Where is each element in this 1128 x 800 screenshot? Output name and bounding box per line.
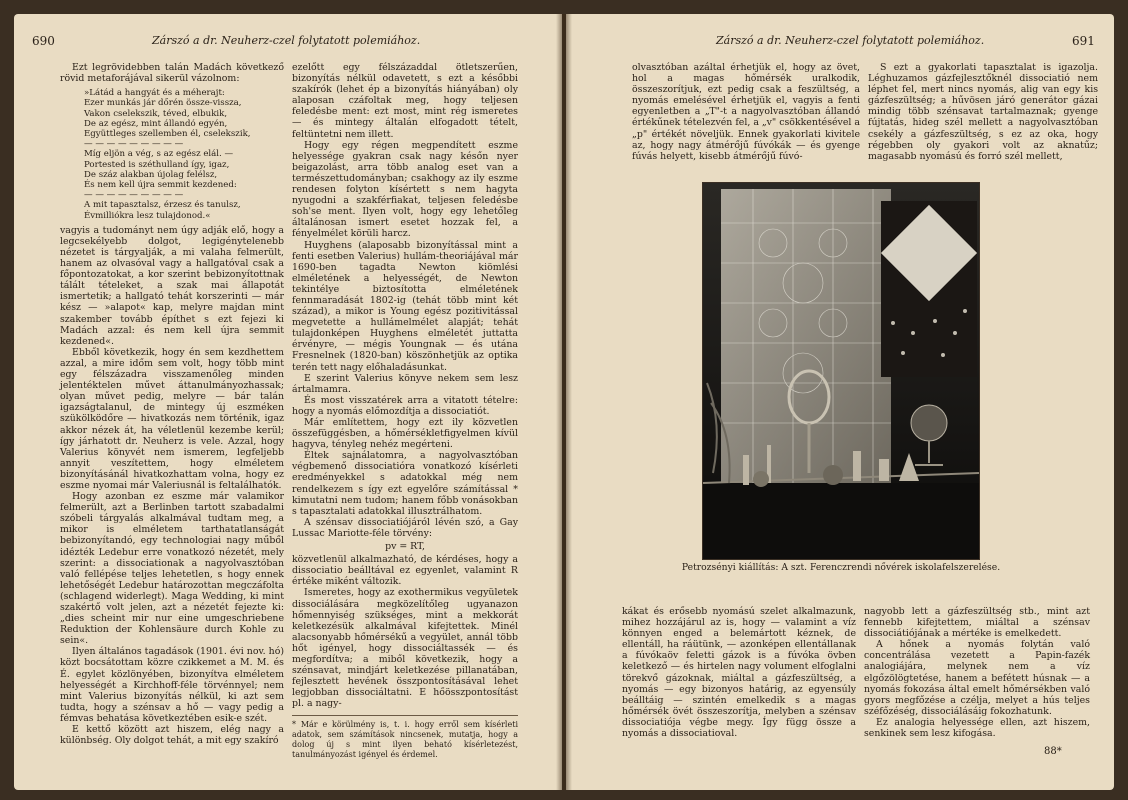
paragraph: Ismeretes, hogy az exothermikus vegyületek dissociálására megközelítőleg ugyanazon hőmennyiség szükséges, mint a mekkorát keletkezésük alkalmával kifejtettek. Minél alacsonyabb hőmérsékű a vegyület, annál több hőt igényel, hogy dissociáltassék — és megfordítva; a miből következik, hogy a szénsavat, mindjárt keletkezése pillanatában, fejlesztett hevének összpontosításával lehet legjobban dissociáltatni. E hőösszpontosítást pl. a nagy- xyxy=(292,587,518,710)
paragraph: Már említettem, hogy ezt ily közvetlen összefüggésben, a hőmérsékletfigyelmen kívül hagyva, tényleg nehéz megérteni. xyxy=(292,417,518,451)
left-running-head: Zárszó a dr. Neuherz-czel folytatott polemiához. xyxy=(152,34,421,47)
poem-line: Míg eljön a vég, s az egész elál. — xyxy=(84,149,234,160)
signature-mark: 88* xyxy=(1044,746,1062,757)
paragraph: S ezt a gyakorlati tapasztalat is igazolja. Léghuzamos gázfejlesztőknél dissociatió nem léphet fel, mert nincs nyomás, alig van egy kis gázfeszültség; a hűvösen járó generátor gázai mindig több szénsavat tartalmaznak; gyenge fújtatás, hideg szél mellett a nagyolvasztóban csekély a gázfeszültség, s ez az oka, hogy régebben oly gyakori volt az aknatűz; magasabb nyomású és forró szél mellett, xyxy=(868,62,1098,162)
paragraph: vagyis a tudományt nem úgy adják elő, hogy a legcsekélyebb dolgot, legigénytelenebb nézetet is tárgyalják, a mi valaha felmerült, hanem az olvasóval vagy a hallgatóval csak a főpontozatokat, a kor szerint bebizonyítottnak tálált tételeket, a szak mai állapotát ismertetik; a hallgató tehát korszerinti — már kész — »alapot« kap, melyre majdan mint szakember tovább építhet s ezt fejezi ki Madách azzal: és nem kell újra semmit kezdened«. xyxy=(60,224,284,347)
paragraph: Hogy egy régen megpendített eszme helyessége gyakran csak nagy későn nyer beigazolást, arra több analog eset van a természettudományban; csakhogy az ily eszme rendesen folyton kísértett s nem hagyta nyugodni a szakférfiakat, teljesen feledésbe soh'se ment. Ilyen volt, hogy egy lehetőleg általánosan ismert esetet hozzak fel, a fényelmélet körüli harcz. xyxy=(292,139,518,240)
left-column-1 xyxy=(60,62,284,746)
right-running-head: Zárszó a dr. Neuherz-czel folytatott polemiához. xyxy=(716,34,985,47)
paragraph: E kettő között azt hiszem, elég nagy a különbség. Oly dolgot tehát, a mit egy szakíró xyxy=(60,724,284,747)
formula: pv = RT, xyxy=(385,541,425,553)
paragraph: kákat és erősebb nyomású szelet alkalmazunk, mihez hozzájárul az is, hogy — valamint a víz könnyen enged a belemártott kéznek, de ellentáll, ha ráütünk, — azonképen ellentállanak a fúvókaöv feletti gázok is a fúvóka övben keletkező — és hirtelen nagy volument elfoglalni törekvő gázoknak, miáltal a gázfeszültség, a nyomás — egy bizonyos határig, az egyensúly beálltáig — szintén emelkedik s a magas hőmérsék övét összeszorítja, melyben a szénsav dissociatiója végbe megy. Így függ össze a nyomás a dissociatioval. xyxy=(622,606,856,740)
right-page xyxy=(566,14,1114,790)
paragraph: ezelőtt egy félszázaddal ötletszerűen, bizonyítás nélkül odavetett, s ezt a későbbi szakírók (lehet ép a bizonyítás hiányában) oly alaposan czáfoltak meg, hogy teljesen feledésbe ment: ezt most, mint rég ismeretes — és mintegy általán elfogadott tételt, feltüntetni nem illett. xyxy=(292,62,518,140)
poem-line: Portested is széthulland így, igaz, xyxy=(84,159,230,170)
poem-quote xyxy=(84,88,284,221)
poem-line: — — — — — — — — — xyxy=(84,139,184,150)
paragraph: olvasztóban azáltal érhetjük el, hogy az övet, hol a magas hőmérsék uralkodik, összeszorítjuk, ezt pedig csak a feszültség, a nyomás emelésével érhetjük el, vagyis a fenti egyenletben a „T"-t a nagyolvasztóban állandó értékűnek tételezvén fel, a „v" csökkentésével a „p" értékét növeljük. Ennek gyakorlati kivitele az, hogy nagy átmérőjű fúvókák — és gyenge fúvás helyett, kisebb átmérőjű fúvó- xyxy=(632,62,860,162)
paragraph: E szerint Valerius könyve nekem sem lesz ártalmamra. xyxy=(292,372,518,395)
photo-illustration xyxy=(703,183,979,559)
poem-line: Vakon cselekszik, téved, elbukik, xyxy=(84,108,228,119)
paragraph: És most visszatérek arra a vitatott tételre: hogy a nyomás előmozdítja a dissociatiót. xyxy=(292,394,518,417)
paragraph: Ebből következik, hogy én sem kezdhettem azzal, a mire időm sem volt, hogy több mint egy félszázadra visszamenőleg minden jelentéktelen művet áttanulmányozhassak; olyan művet pedig, melyre — bár talán igazságtalanul, de mintegy új eszméken szükölködőre — hivatkozás nem történik, igaz akkor nézek át, ha véletlenül kezembe kerül; így járhatott dr. Neuherz is vele. Azzal, hogy Valerius könyvét nem ismerem, legfeljebb annyit veszítettem, hogy elméletem bizonyításánál hivatkozhattam volna, hogy ez eszme nyomai már Valeriusnál is feltalálhatók. xyxy=(60,346,284,491)
right-page-number: 691 xyxy=(1072,34,1095,48)
poem-line: De száz alakban újolag felélsz, xyxy=(84,169,218,180)
poem-line: Évmilliókra lesz tulajdonod.« xyxy=(84,210,211,221)
paragraph: Hogy azonban ez eszme már valamikor felmerült, azt a Berlinben tartott szabadalmi szóbeli tárgyalás alkalmával tudtam meg, a mikor is elméletem tarthatatlanságát bebizonyítandó, egy technologiai nagy műből idézték Ledebur erre vonatkozó nézetét, mely szerint: a dissociationak a nagyolvasztóban való fellépése teljes lehetetlen, s hogy ennek lehetőségét Ledebur határozottan megczáfolta (schlagend widerlegt). Maga Wedding, ki mint szakértő volt jelen, azt a nézetét fejezte ki: „dies scheint mir nur eine umgeschriebene Reduktion der Kohlensäure durch Kohle zu sein«. xyxy=(60,491,284,647)
right-bottom-column-1 xyxy=(622,606,856,739)
poem-line: Ezer munkás jár dőrén össze-vissza, xyxy=(84,98,242,109)
paragraph: nagyobb lett a gázfeszültség stb., mint azt fennebb kifejtettem, miáltal a szénsav dissociátiójának a mértéke is emelkedett. xyxy=(864,606,1090,640)
paragraph: Huyghens (alaposabb bizonyítással mint a fenti esetben Valerius) hullám-theoriájával már 1690-ben tagadta Newton kiömlési elméletének a helyességét, de Newton tekintélye biztosította elméletének fennmaradását 1802-ig (tehát több mint két század), a mikor is Young egész pozitivitással megvetette a hullámelmélet alapját; tehát tulajdonképen Huyghens elméletét juttatta érvényre, — mégis Youngnak — és utána Fresnelnek (1820-ban) köszönhetjük az optika terén tett nagy előhaladásunkat. xyxy=(292,239,518,373)
right-top-column-1 xyxy=(632,62,860,162)
poem-line: A mit tapasztalsz, érzesz és tanulsz, xyxy=(84,200,241,211)
left-page-number: 690 xyxy=(32,34,55,48)
right-bottom-column-2 xyxy=(864,606,1090,739)
right-top-column-2 xyxy=(868,62,1098,162)
poem-line: Együttleges szellemben él, cselekszik, xyxy=(84,129,251,139)
exhibition-photograph xyxy=(702,182,980,560)
paragraph: A hőnek a nyomás folytán való concentrálása vezetett a Papin-fazék analogiájára, melynek nem a víz elgőzölögtetése, hanem a befétett húsnak — a nyomás fokozása által emelt hőmérsékben való gyors megfőzése a czélja, melyet a hús teljes széfőzéség, dissociálásáig fokozhatunk. xyxy=(864,639,1090,717)
left-page xyxy=(14,14,562,790)
paragraph: Ilyen általános tagadások (1901. évi nov. hó) közt bocsátottam közre czikkemet a M. M. és É. egylet közlönyében, bizonyítva elméletem helyességét a Kirchhoff-féle törvénnyel; nem mint Valerius bizonyítás nélkül, ki azt sem tudta, hogy a szénsav a hő — vagy pedig a fémvas behatása következtében esik-e szét. xyxy=(60,646,284,724)
paragraph: Ezt legrövidebben talán Madách következő rövid metaforájával sikerül vázolnom: xyxy=(60,62,284,85)
book-gutter xyxy=(556,14,572,790)
poem-line: De az egész, mint állandó egyén, xyxy=(84,118,228,129)
poem-line: És nem kell újra semmit kezdened: xyxy=(84,180,237,191)
paragraph: A szénsav dissociatiójáról lévén szó, a Gay Lussac Mariotte-féle törvény: xyxy=(292,516,518,539)
footnote: * Már e körülmény is, t. i. hogy erről sem kísérleti adatok, sem számítások nincsenek, mutatja, hogy a dolog új s mint ilyen beható kísérletezést, tanulmányozást igényel és érdemel. xyxy=(292,715,518,759)
photo-caption: Petrozsényi kiállítás: A szt. Ferenczrendi nővérek iskolafelszerelése. xyxy=(681,562,1001,573)
paragraph: Ez analogia helyessége ellen, azt hiszem, senkinek sem lesz kifogása. xyxy=(864,716,1090,740)
poem-line: — — — — — — — — — xyxy=(84,190,184,201)
paragraph: Éltek sajnálatomra, a nagyolvasztóban végbemenő dissociatióra vonatkozó kísérleti eredményekkel s adatokkal még nem rendelkezem s így ezt egyelőre számítással * kimutatni nem tudom; hanem főbb vonásokban s tapasztalati adatokkal illusztrálhatom. xyxy=(292,450,518,517)
paragraph: közvetlenül alkalmazható, de kérdéses, hogy a dissociatio beálltával ez egyenlet, valamint R értéke miként változik. xyxy=(292,554,518,588)
left-column-2 xyxy=(292,62,518,760)
poem-line: »Látád a hangyát és a méherajt: xyxy=(84,88,225,99)
